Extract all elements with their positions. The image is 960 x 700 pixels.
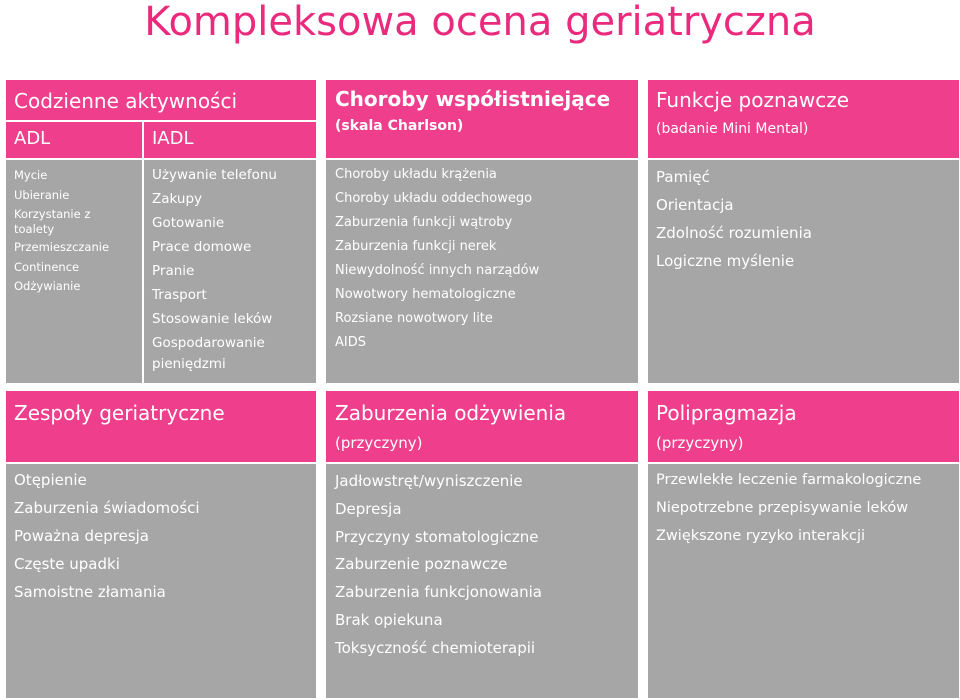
list-item: Niewydolność innych narządów <box>335 263 540 278</box>
list-item: Zwiększone ryzyko interakcji <box>656 528 866 544</box>
list-item: Stosowanie leków <box>152 311 273 327</box>
list-item: Toksyczność chemioterapii <box>335 638 536 657</box>
list-item: Niepotrzebne przepisywanie leków <box>656 500 909 516</box>
polypharmacy-body <box>648 464 959 698</box>
list-item: Orientacja <box>656 196 734 214</box>
comorbidities-body <box>326 160 638 383</box>
cognitive-body <box>648 160 959 383</box>
page-title: Kompleksowa ocena geriatryczna <box>144 0 816 45</box>
list-item: Trasport <box>152 287 207 303</box>
list-item: Ubieranie <box>14 187 70 202</box>
list-item: Rozsiane nowotwory lite <box>335 311 493 326</box>
malnutrition-body <box>326 464 638 698</box>
list-item: Jadłowstręt/wyniszczenie <box>335 472 523 490</box>
list-item: Nowotwory hematologiczne <box>335 287 516 302</box>
polypharmacy-header <box>648 391 959 462</box>
list-item: Otępienie <box>14 471 87 489</box>
list-item: Zaburzenie poznawcze <box>335 555 508 574</box>
list-item: Przewlekłe leczenie farmakologiczne <box>656 472 922 488</box>
list-item: Zaburzenia funkcjonowania <box>335 583 542 602</box>
geriatric-syndromes-body <box>6 464 316 698</box>
daily-activities-title: Codzienne aktywności <box>14 89 238 113</box>
polypharmacy-title: Polipragmazja <box>656 401 797 425</box>
list-item: Brak opiekuna <box>335 610 443 629</box>
list-item: Choroby układu krążenia <box>335 167 497 182</box>
iadl-label: IADL <box>152 128 194 149</box>
list-item: Korzystanie z <box>14 207 91 221</box>
list-item: Zdolność rozumienia <box>656 224 812 242</box>
malnutrition-subtitle: (przyczyny) <box>335 434 423 452</box>
list-item: Pamięć <box>656 168 710 186</box>
geriatric-syndromes-list <box>14 466 200 606</box>
malnutrition-title: Zaburzenia odżywienia <box>335 401 567 425</box>
list-item: Prace domowe <box>152 239 252 255</box>
list-item: Gospodarowanie <box>152 335 265 351</box>
header-divider <box>6 120 316 122</box>
list-item: Zaburzenia funkcji wątroby <box>335 215 513 230</box>
list-item: Poważna depresja <box>14 527 149 545</box>
list-item: Przemieszczanie <box>14 240 110 254</box>
list-item: Gotowanie <box>152 215 225 231</box>
malnutrition-header <box>326 391 638 462</box>
list-item: Mycie <box>14 168 48 182</box>
adl-label: ADL <box>14 128 51 149</box>
cognitive-header <box>648 80 959 158</box>
adl-list <box>14 166 109 297</box>
list-item: Choroby układu oddechowego <box>335 191 533 206</box>
polypharmacy-list <box>656 466 921 550</box>
list-item: Continence <box>14 259 80 274</box>
polypharmacy-subtitle: (przyczyny) <box>656 434 744 452</box>
daily-activities-body <box>6 160 316 383</box>
list-item: Samoistne złamania <box>14 583 166 601</box>
comorbidities-header <box>326 80 638 158</box>
geriatric-syndromes-header <box>6 391 316 462</box>
list-item: Zaburzenia świadomości <box>14 499 200 517</box>
list-item: pieniędzmi <box>152 356 226 372</box>
adl-iadl-body-divider <box>142 160 144 383</box>
cognitive-title: Funkcje poznawcze <box>656 88 850 112</box>
list-item: Zakupy <box>152 191 203 207</box>
list-item: Depresja <box>335 499 402 518</box>
list-item: Odżywianie <box>14 279 81 293</box>
list-item: Logiczne myślenie <box>656 252 795 270</box>
list-item: AIDS <box>335 335 366 350</box>
list-item: Zaburzenia funkcji nerek <box>335 239 497 254</box>
list-item: Częste upadki <box>14 555 120 573</box>
list-item: Przyczyny stomatologiczne <box>335 527 539 546</box>
cognitive-subtitle: (badanie Mini Mental) <box>656 121 809 137</box>
list-item: toalety <box>14 222 55 236</box>
list-item: Pranie <box>152 263 195 279</box>
comorbidities-list <box>335 163 539 355</box>
adl-iadl-divider <box>142 120 144 158</box>
malnutrition-list <box>335 468 542 663</box>
iadl-list <box>152 163 277 373</box>
list-item: Używanie telefonu <box>152 167 277 183</box>
cognitive-list <box>656 163 812 275</box>
comorbidities-subtitle: (skala Charlson) <box>335 118 464 134</box>
geriatric-syndromes-title: Zespoły geriatryczne <box>14 401 225 425</box>
comorbidities-title: Choroby współistniejące <box>335 87 611 111</box>
daily-activities-header <box>6 80 316 158</box>
